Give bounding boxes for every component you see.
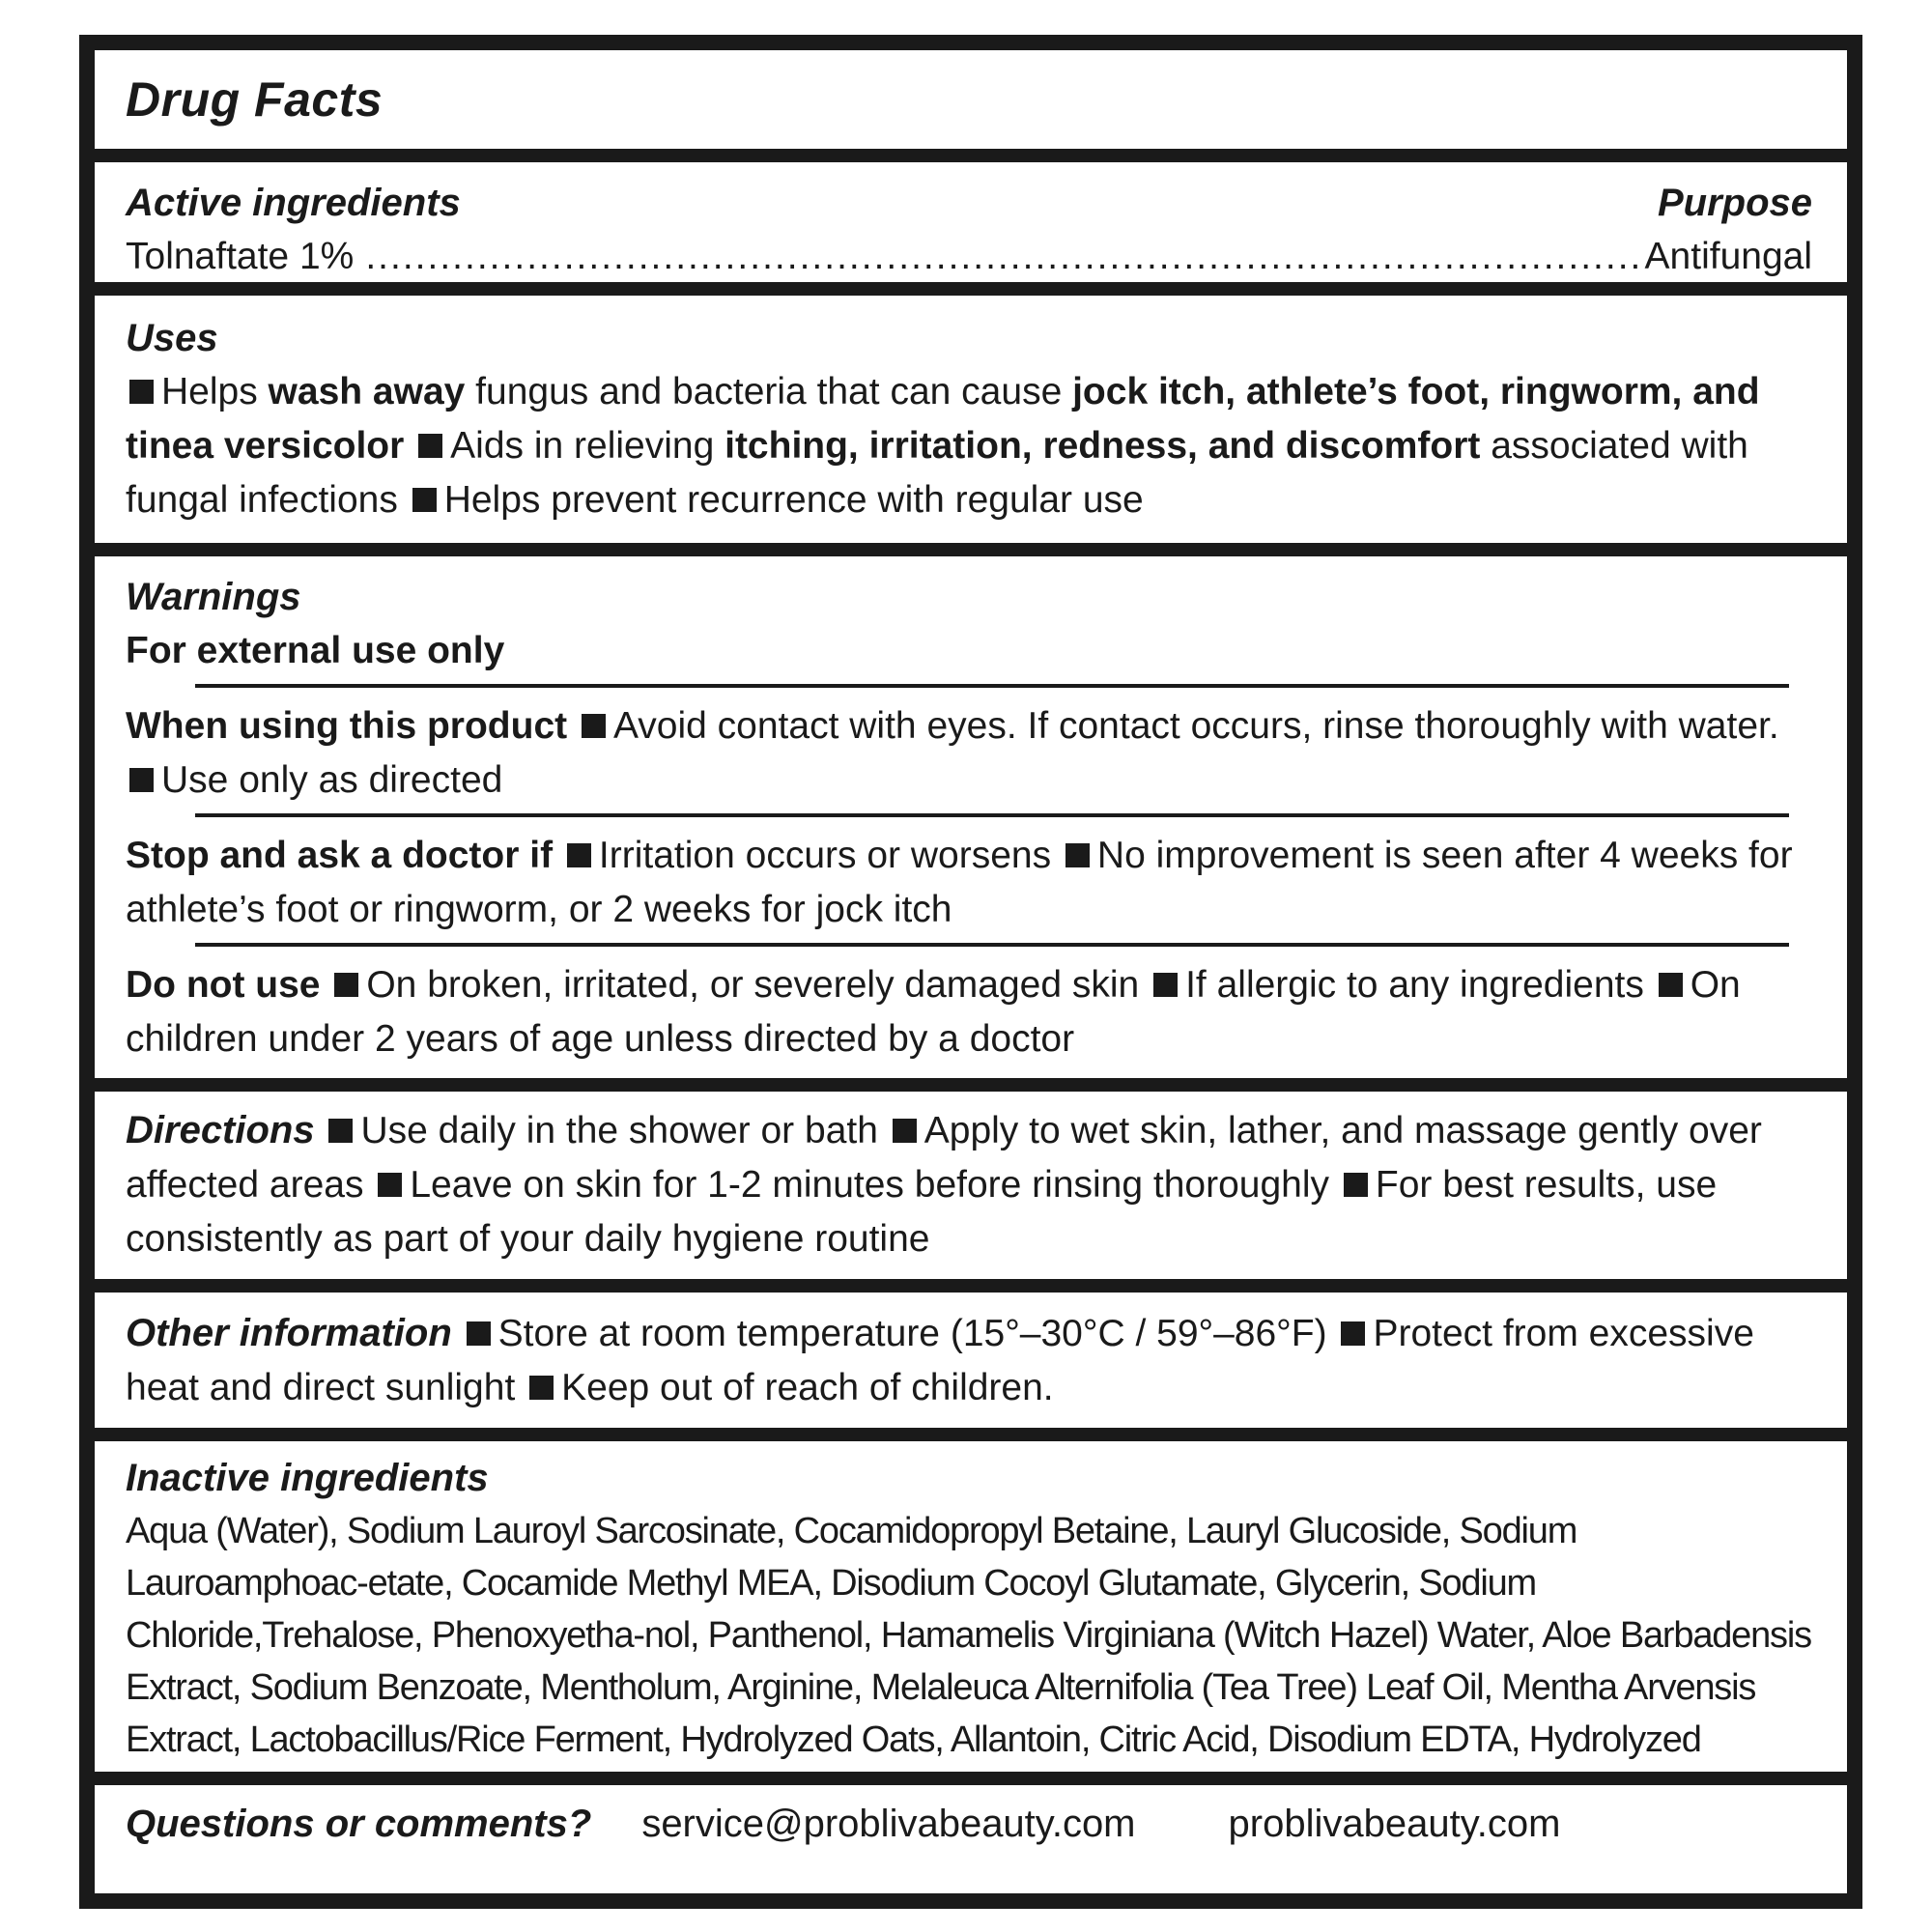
bullet-icon [378,1173,402,1197]
active-ingredients-heading: Active ingredients [126,182,461,224]
active-header-row [126,176,1812,230]
other-item-3: Keep out of reach of children. [561,1367,1054,1408]
directions-item-1: Use daily in the shower or bath [360,1110,878,1151]
stop-ask-doctor-block [126,829,1812,937]
bullet-icon [582,714,606,738]
directions-item-2: Apply to wet skin, lather, and massage gently over affected areas [126,1110,1762,1206]
when-using-item-1: Avoid contact with eyes. If contact occurs, rinse thoroughly with water. [612,705,1779,747]
directions-text [126,1103,1812,1266]
uses-text [126,365,1812,527]
drug-facts-panel [79,35,1862,1909]
active-ingredient-purpose: Antifungal [1644,236,1812,277]
bullet-icon [1344,1173,1368,1197]
other-item-2: Protect from excessive heat and direct sunlight [126,1313,1754,1408]
bullet-icon [567,843,591,867]
other-information-heading: Other information [126,1312,452,1354]
bullet-icon [129,768,154,792]
questions-section [95,1785,1847,1893]
stop-ask-doctor-label: Stop and ask a doctor if [126,835,554,876]
stop-item-2: No improvement is seen after 4 weeks for athlete’s foot or ringworm, or 2 weeks for jock itch [126,835,1793,930]
do-not-use-label: Do not use [126,964,321,1006]
questions-label: Questions or comments? [126,1803,592,1845]
do-not-use-item-2: If allergic to any ingredients [1185,964,1644,1006]
bullet-icon [328,1119,353,1143]
uses-text-2: fungus and bacteria that can cause [465,371,1073,412]
active-ingredient-row [126,230,1812,282]
uses-heading: Uses [126,317,218,359]
directions-item-4: For best results, use consistently as part of your daily hygiene routine [126,1164,1718,1260]
uses-text-1: Helps [161,371,269,412]
uses-bold-2: jock itch, athlete’s foot, ringworm, and tinea versicolor [126,371,1760,467]
divider [195,943,1789,947]
bullet-icon [529,1376,554,1400]
active-ingredient-name: Tolnaftate 1% [126,236,355,277]
divider [195,684,1789,688]
title-section [95,50,1847,149]
stop-item-1: Irritation occurs or worsens [598,835,1052,876]
warnings-section [95,556,1847,1078]
inactive-ingredients-section [95,1441,1847,1772]
divider [195,813,1789,817]
uses-bold-1: wash away [268,371,466,412]
bullet-icon [1659,973,1683,997]
directions-section [95,1092,1847,1279]
uses-text-5: Helps prevent recurrence with regular use [443,479,1144,521]
bullet-icon [1153,973,1178,997]
warnings-heading: Warnings [126,576,301,618]
contact-website: problivabeauty.com [1228,1803,1561,1845]
do-not-use-item-1: On broken, irritated, or severely damaged skin [366,964,1140,1006]
bullet-icon [412,488,437,512]
do-not-use-item-3: On children under 2 years of age unless directed by a doctor [126,964,1741,1060]
other-item-1: Store at room temperature (15°–30°C / 59°–86°F) [497,1313,1327,1354]
external-use-only: For external use only [126,630,505,671]
directions-item-3: Leave on skin for 1-2 minutes before rinsing thoroughly [410,1164,1330,1206]
questions-row [126,1803,1812,1846]
when-using-block [126,699,1812,808]
contact-email: service@problivabeauty.com [641,1803,1136,1845]
page-title: Drug Facts [126,72,384,127]
active-ingredients-section [95,162,1847,282]
bullet-icon [893,1119,917,1143]
bullet-icon [1341,1321,1365,1346]
uses-text-4: associated with fungal infections [126,425,1748,521]
inactive-ingredients-heading: Inactive ingredients [126,1457,489,1499]
dot-leader [365,230,1640,282]
other-information-section [95,1293,1847,1428]
do-not-use-block [126,958,1812,1066]
when-using-label: When using this product [126,705,568,747]
uses-text-3: Aids in relieving [450,425,725,467]
other-information-text [126,1306,1812,1415]
when-using-item-2: Use only as directed [161,759,503,801]
directions-heading: Directions [126,1109,315,1151]
purpose-heading: Purpose [1657,182,1812,224]
uses-bold-3: itching, irritation, redness, and discomfort [724,425,1481,467]
bullet-icon [334,973,358,997]
bullet-icon [1065,843,1090,867]
uses-section [95,296,1847,543]
bullet-icon [129,380,154,404]
bullet-icon [418,434,442,458]
bullet-icon [467,1321,491,1346]
inactive-ingredients-list: Aqua (Water), Sodium Lauroyl Sarcosinate, Cocamidopropyl Betaine, Lauryl Glucoside, Sodium Lauroamphoac-etate, Cocamide Methyl MEA, Disodium Cocoyl Glutamate, Glycerin, Sodium Chloride,Trehalose, Phenoxyetha-nol, Panthenol, Hamamelis Virginiana (Witch Hazel) Water, Aloe Barbadensis Extract, Sodium Benzoate, Mentholum, Arginine, Melaleuca Alternifolia (Tea Tree) Leaf Oil, Mentha Arvensis Extract, Lactobacillus/Rice Ferment, Hydrolyzed Oats, Allantoin, Citric Acid, Disodium EDTA, Hydrolyzed [126,1511,1811,1760]
